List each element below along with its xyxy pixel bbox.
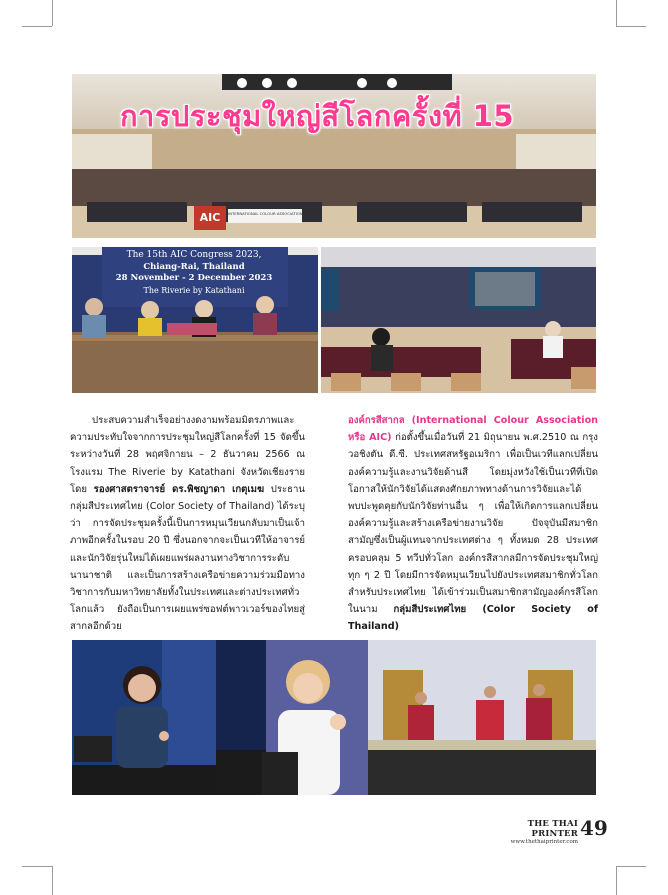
hall-banner-sub: INTERNATIONAL COLOUR ASSOCIATION	[228, 211, 303, 216]
article-paragraph: ก่อตั้งขึ้นเมื่อวันที่ 21 มิถุนายน พ.ศ.2510 ณ กรุงวอชิงตัน ดี.ซี. ประเทศสหรัฐอเมริกา เพื่อเป็นเวทีแลกเปลี่ยนองค์ความรู้และงานวิจัยด้านสี โดยมุ่งหวังใช้เป็นเวทีที่เปิดโอกาสให้นักวิจัยได้แสดงศักยภาพทางด้านการวิจัยและได้พบปะพูดคุยกับนักวิจัยท่านอื่น ๆ เพื่อให้เกิดการแลกเปลี่ยนองค์ความรู้และสร้างเครือข่ายงานวิจัย ปัจจุบันมีสมาชิกสามัญซึ่งเป็นผู้แทนจากประเทศต่าง ๆ ทั้งหมด 28 ประเทศ ครอบคลุม 5 ทวีปทั่วโลก องค์กรสีสากลมีการจัดประชุมใหญ่ทุก ๆ 2 ปี โดยมีการจัดหมุนเวียนไปยังประเทศสมาชิกทั่วโลก สำหรับประเทศไทย ได้เข้าร่วมเป็นสมาชิกสามัญองค์กรสีโลกในนาม	[348, 432, 598, 616]
hall-banner: AIC	[199, 211, 221, 224]
crop-mark	[22, 26, 52, 27]
article-right-column	[348, 412, 598, 636]
article-bold-org: กลุ่มสีประเทศไทย (Color Society of Thailand)	[348, 604, 598, 633]
stage-banner-line: The 15th AIC Congress 2023,	[126, 250, 262, 260]
crop-mark	[22, 866, 52, 867]
article-left-column	[70, 412, 305, 636]
stage-banner-line: Chiang-Rai, Thailand	[143, 261, 245, 272]
speaker-photo-1	[72, 640, 216, 795]
article-bold-name: รองศาสตราจารย์ ดร.พิชญาดา เกตุเมฆ	[93, 483, 265, 495]
brand-url[interactable]: www.thethaiprinter.com	[510, 839, 578, 845]
stage-banner-line: The Riverie by Katathani	[143, 285, 245, 295]
publication-brand	[486, 819, 578, 845]
crop-mark	[52, 0, 53, 26]
speaker-photo-2	[216, 640, 368, 795]
dance-performance-photo	[368, 640, 596, 795]
page-title: การประชุมใหญ่สีโลกครั้งที่ 15	[120, 99, 515, 133]
crop-mark	[616, 866, 646, 867]
article-paragraph-cont: ประธานกลุ่มสีประเทศไทย (Color Society of Thailand) ได้ระบุว่า การจัดประชุมครั้งนี้เป็นการหมุนเวียนกลับมาเป็นเจ้าภาพอีกครั้งในรอบ 20 ปี ซึ่งนอกจากจะเป็นเวทีให้อาจารย์และนักวิจัยรุ่นใหม่ได้เผยแพร่ผลงานทางวิชาการระดับนานาชาติ และเป็นการสร้างเครือข่ายความร่วมมือทางวิชาการกับมหาวิทยาลัยทั้งในประเทศและต่างประเทศทั่วโลกแล้ว ยังถือเป็นการเผยแพร่ซอฟต์พาวเวอร์ของไทยสู่สากลอีกด้วย	[70, 483, 305, 633]
stage-banner	[104, 250, 284, 296]
crop-mark	[616, 866, 617, 895]
brand-name: THE THAI PRINTER	[527, 819, 578, 839]
crop-mark	[52, 866, 53, 895]
crop-mark	[616, 26, 646, 27]
article-paragraph: ประสบความสำเร็จอย่างงดงามพร้อมมิตรภาพและความประทับใจจากการประชุมใหญ่สีโลกครั้งที่ 15 จัดขึ้นระหว่างวันที่ 28 พฤศจิกายน – 2 ธันวาคม 2566 ณ โรงแรม The Riverie by Katathani จังหวัดเชียงราย โดย	[70, 415, 305, 495]
session-room-photo	[321, 247, 596, 393]
crop-mark	[616, 0, 617, 26]
stage-banner-line: 28 November - 2 December 2023	[115, 273, 273, 283]
page-number: 49	[580, 816, 608, 840]
article-lead: องค์กรสีสากล (International Colour Association หรือ AIC)	[348, 415, 598, 444]
